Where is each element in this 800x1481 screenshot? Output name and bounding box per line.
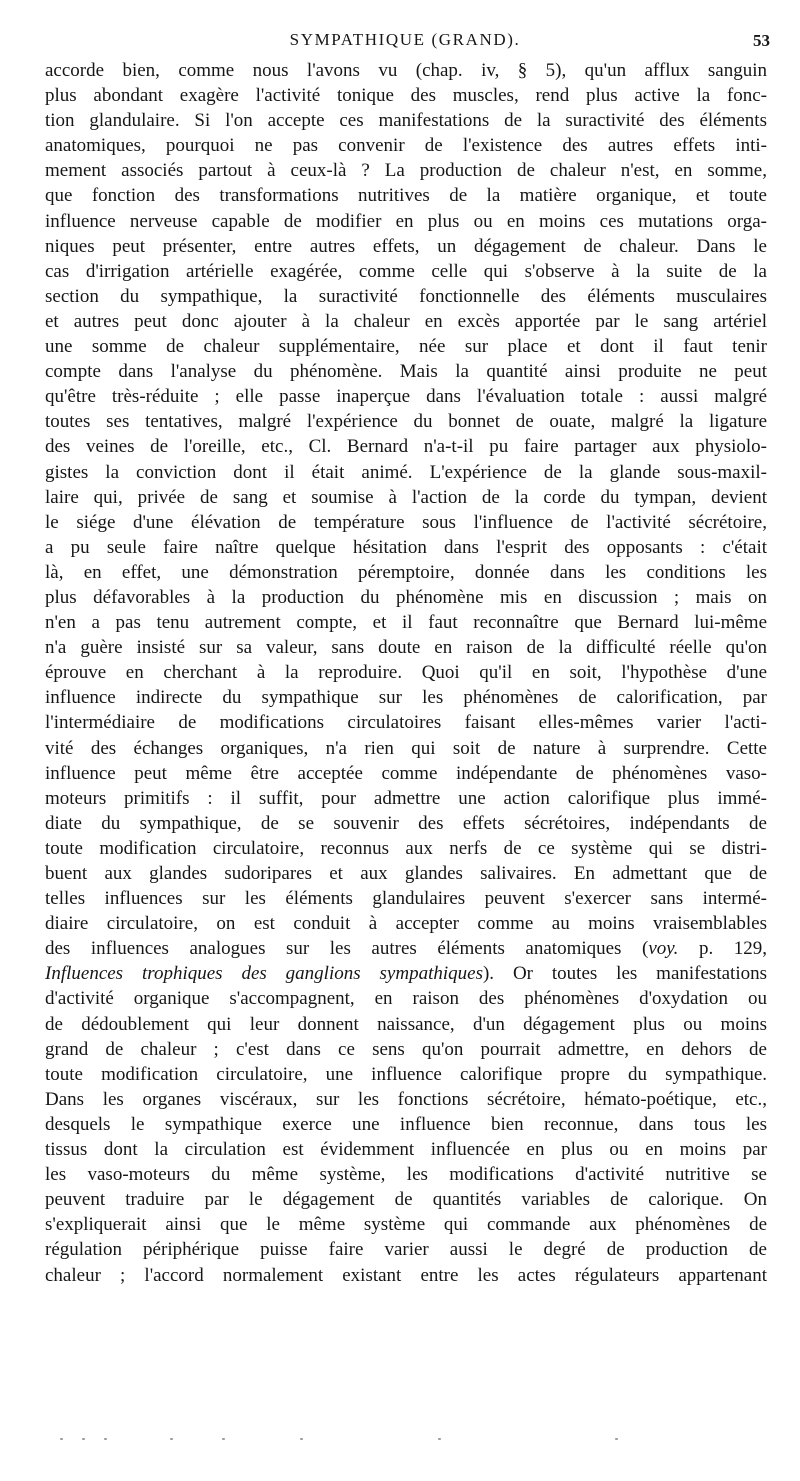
- text-line: peuvent traduire par le dégagement de quantités variables de calorique. On: [45, 1189, 767, 1211]
- text-line: diaire circulatoire, on est conduit à accepter comme au moins vraisemblables: [45, 913, 767, 935]
- text-line: qu'être très-réduite ; elle passe inaperçue dans l'évaluation totale : aussi malgré: [45, 386, 767, 408]
- text-line: plus abondant exagère l'activité tonique des muscles, rend plus active la fonc-: [45, 85, 767, 107]
- text-line: moteurs primitifs : il suffit, pour admettre une action calorifique plus immé-: [45, 787, 767, 809]
- text-line: niques peut présenter, entre autres effets, un dégagement de chaleur. Dans le: [45, 235, 767, 257]
- text-line: que fonction des transformations nutritives de la matière organique, et toute: [45, 185, 767, 207]
- text-line: desquels le sympathique exerce une influence bien reconnue, dans tous les: [45, 1113, 767, 1135]
- running-title: SYMPATHIQUE (GRAND).: [289, 30, 521, 49]
- text-line: laire qui, privée de sang et soumise à l'action de la corde du tympan, devient: [45, 486, 767, 508]
- text-line: n'a guère insisté sur sa valeur, sans doute en raison de la difficulté réelle qu'on: [45, 637, 767, 659]
- text-line: grand de chaleur ; c'est dans ce sens qu'on pourrait admettre, en dehors de: [45, 1038, 767, 1060]
- text-line: compte dans l'analyse du phénomène. Mais la quantité ainsi produite ne peut: [45, 361, 767, 383]
- text-line: n'en a pas tenu autrement compte, et il faut reconnaître que Bernard lui-même: [45, 612, 767, 634]
- running-head: [40, 30, 770, 54]
- text-line: anatomiques, pourquoi ne pas convenir de l'existence des autres effets inti-: [45, 135, 767, 157]
- text-line: influence nerveuse capable de modifier en plus ou en moins ces mutations orga-: [45, 210, 767, 232]
- text-line: plus défavorables à la production du phénomène mis en discussion ; mais on: [45, 586, 767, 608]
- text-line: et autres peut donc ajouter à la chaleur en excès apportée par le sang artériel: [45, 310, 767, 332]
- text-line: toutes ses tentatives, malgré l'expérience du bonnet de ouate, malgré la ligature: [45, 411, 767, 433]
- text-line: accorde bien, comme nous l'avons vu (chap. iv, § 5), qu'un afflux sanguin: [45, 60, 767, 81]
- text-line: mement associés partout à ceux-là ? La production de chaleur n'est, en somme,: [45, 160, 767, 182]
- text-line: régulation périphérique puisse faire varier aussi le degré de production de: [45, 1239, 767, 1261]
- text-line: telles influences sur les éléments glandulaires peuvent s'exercer sans intermé-: [45, 888, 767, 910]
- text-line: là, en effet, une démonstration péremptoire, donnée dans les conditions les: [45, 561, 767, 583]
- text-line: buent aux glandes sudoripares et aux glandes salivaires. En admettant que de: [45, 863, 767, 884]
- text-line: diate du sympathique, de se souvenir des effets sécrétoires, indépendants de: [45, 812, 767, 834]
- text-line: cas d'irrigation artérielle exagérée, comme celle qui s'observe à la suite de la: [45, 260, 767, 282]
- text-line: une somme de chaleur supplémentaire, née sur place et dont il faut tenir: [45, 336, 767, 358]
- print-specks: [60, 1438, 620, 1442]
- body-text: [45, 58, 767, 1288]
- text-line: éprouve en cherchant à la reproduire. Quoi qu'il en soit, l'hypothèse d'une: [45, 662, 767, 684]
- text-line: s'expliquerait ainsi que le même système qui commande aux phénomènes de: [45, 1214, 767, 1236]
- page-number: 53: [753, 31, 770, 50]
- text-line: de dédoublement qui leur donnent naissance, d'un dégagement plus ou moins: [45, 1013, 767, 1035]
- text-line: vité des échanges organiques, n'a rien qui soit de nature à surprendre. Cette: [45, 737, 767, 759]
- text-line: influence indirecte du sympathique sur les phénomènes de calorification, par: [45, 687, 767, 709]
- text-line: les vaso-moteurs du même système, les modifications d'activité nutritive se: [45, 1164, 767, 1186]
- text-line: Influences trophiques des ganglions sympathiques). Or toutes les manifestations: [45, 963, 767, 985]
- text-line: chaleur ; l'accord normalement existant entre les actes régulateurs appartenant: [45, 1264, 767, 1286]
- text-line: a pu seule faire naître quelque hésitation dans l'esprit des opposants : c'était: [45, 536, 767, 558]
- text-line: l'intermédiaire de modifications circulatoires faisant elles-mêmes varier l'acti-: [45, 712, 767, 734]
- text-line: section du sympathique, la suractivité fonctionnelle des éléments musculaires: [45, 285, 767, 307]
- text-line: des influences analogues sur les autres éléments anatomiques (voy. p. 129,: [45, 938, 767, 960]
- text-line: le siége d'une élévation de température sous l'influence de l'activité sécrétoire,: [45, 511, 767, 533]
- text-line: des veines de l'oreille, etc., Cl. Bernard n'a-t-il pu faire partager aux physiolo-: [45, 436, 767, 458]
- text-line: Dans les organes viscéraux, sur les fonctions sécrétoire, hémato-poétique, etc.,: [45, 1088, 767, 1110]
- text-line: influence peut même être acceptée comme indépendante de phénomènes vaso-: [45, 762, 767, 784]
- text-line: d'activité organique s'accompagnent, en raison des phénomènes d'oxydation ou: [45, 988, 767, 1010]
- text-line: toute modification circulatoire, reconnus aux nerfs de ce système qui se distri-: [45, 837, 767, 859]
- text-line: tissus dont la circulation est évidemment influencée en plus ou en moins par: [45, 1139, 767, 1161]
- text-line: toute modification circulatoire, une influence calorifique propre du sympathique.: [45, 1063, 767, 1085]
- text-line: gistes la conviction dont il était animé. L'expérience de la glande sous-maxil-: [45, 461, 767, 483]
- text-line: tion glandulaire. Si l'on accepte ces manifestations de la suractivité des éléments: [45, 110, 767, 132]
